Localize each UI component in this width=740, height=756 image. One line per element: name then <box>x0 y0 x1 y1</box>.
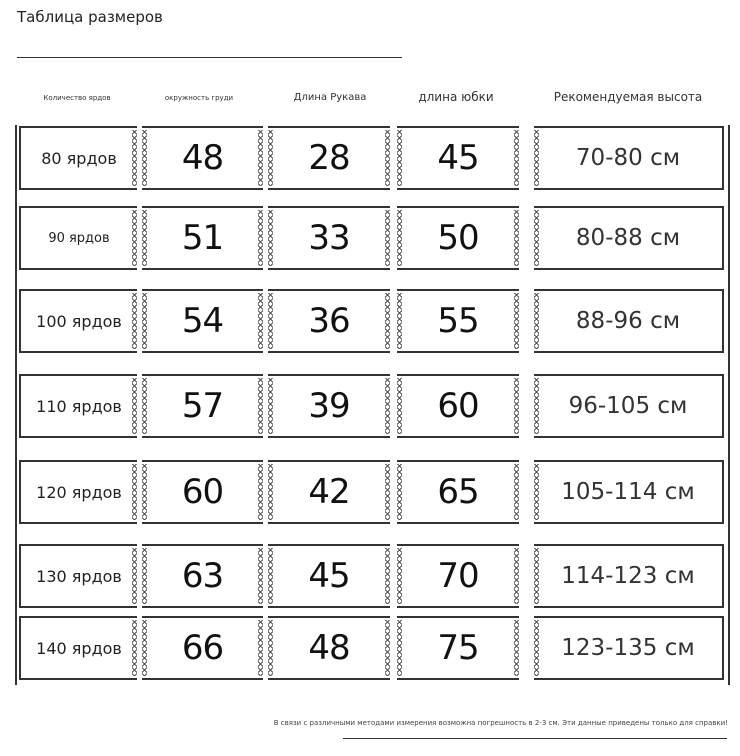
yards-value: 80 ярдов <box>41 148 117 168</box>
yards-value: 110 ярдов <box>36 396 122 416</box>
height-value: 96-105 см <box>568 393 688 419</box>
chest-value: 66 <box>181 628 224 668</box>
page-title: Таблица размеров <box>17 8 163 26</box>
height-value: 70-80 см <box>575 145 681 171</box>
cell-height <box>534 544 724 608</box>
table-row <box>17 206 728 272</box>
sleeve-value: 36 <box>308 301 350 341</box>
cell-skirt <box>397 206 519 270</box>
sleeve-value: 48 <box>308 628 350 668</box>
disclaimer-note: В связи с различными методами измерения возможна погрешность в 2-3 см. Эти данные приведены только для справки! <box>273 719 728 727</box>
yards-value: 130 ярдов <box>36 566 122 586</box>
cell-chest <box>142 460 263 524</box>
table-row <box>17 544 728 610</box>
skirt-value: 50 <box>437 218 479 258</box>
table-row <box>17 126 728 192</box>
cell-chest <box>142 544 263 608</box>
cell-height <box>534 616 724 680</box>
skirt-value: 65 <box>437 472 479 512</box>
sleeve-value: 42 <box>308 472 350 512</box>
cell-yards <box>19 544 137 608</box>
cell-yards <box>19 616 137 680</box>
height-value: 105-114 см <box>561 479 695 505</box>
yards-value: 140 ярдов <box>36 638 122 658</box>
header-skirt: длина юбки <box>418 90 494 104</box>
table-row <box>17 460 728 526</box>
skirt-value: 75 <box>437 628 479 668</box>
chest-value: 48 <box>181 138 224 178</box>
cell-yards <box>19 460 137 524</box>
sleeve-value: 39 <box>308 386 350 426</box>
cell-skirt <box>397 126 519 190</box>
cell-sleeve <box>268 206 390 270</box>
chest-value: 60 <box>181 472 224 512</box>
cell-chest <box>142 616 263 680</box>
cell-height <box>534 460 724 524</box>
header-chest: окружность груди <box>164 94 234 102</box>
cell-chest <box>142 374 263 438</box>
height-value: 114-123 см <box>561 563 695 589</box>
skirt-value: 70 <box>437 556 479 596</box>
cell-height <box>534 126 724 190</box>
cell-height <box>534 289 724 353</box>
cell-sleeve <box>268 289 390 353</box>
size-table <box>15 125 730 685</box>
cell-height <box>534 206 724 270</box>
cell-chest <box>142 289 263 353</box>
height-value: 88-96 см <box>575 308 681 334</box>
cell-skirt <box>397 544 519 608</box>
cell-yards <box>19 126 137 190</box>
sleeve-value: 45 <box>308 556 350 596</box>
cell-chest <box>142 206 263 270</box>
cell-sleeve <box>268 126 390 190</box>
yards-value: 100 ярдов <box>36 311 122 331</box>
height-value: 80-88 см <box>575 225 681 251</box>
table-row <box>17 616 728 682</box>
title-underline <box>17 57 402 58</box>
sleeve-value: 33 <box>308 218 350 258</box>
sleeve-value: 28 <box>308 138 350 178</box>
note-underline <box>343 738 727 739</box>
cell-yards <box>19 206 137 270</box>
cell-chest <box>142 126 263 190</box>
chest-value: 51 <box>181 218 224 258</box>
cell-skirt <box>397 289 519 353</box>
skirt-value: 60 <box>437 386 479 426</box>
yards-value: 90 ярдов <box>48 230 110 246</box>
yards-value: 120 ярдов <box>36 482 122 502</box>
cell-yards <box>19 374 137 438</box>
chest-value: 63 <box>181 556 224 596</box>
cell-sleeve <box>268 374 390 438</box>
chest-value: 54 <box>181 301 224 341</box>
cell-sleeve <box>268 460 390 524</box>
header-height: Рекомендуемая высота <box>553 90 703 104</box>
cell-skirt <box>397 460 519 524</box>
cell-height <box>534 374 724 438</box>
table-row <box>17 289 728 355</box>
cell-sleeve <box>268 544 390 608</box>
cell-skirt <box>397 374 519 438</box>
header-yards: Количество ярдов <box>43 94 111 102</box>
table-row <box>17 374 728 440</box>
skirt-value: 55 <box>437 301 479 341</box>
header-sleeve: Длина Рукава <box>293 92 367 103</box>
cell-yards <box>19 289 137 353</box>
cell-sleeve <box>268 616 390 680</box>
cell-skirt <box>397 616 519 680</box>
chest-value: 57 <box>181 386 224 426</box>
height-value: 123-135 см <box>561 635 695 661</box>
skirt-value: 45 <box>437 138 479 178</box>
